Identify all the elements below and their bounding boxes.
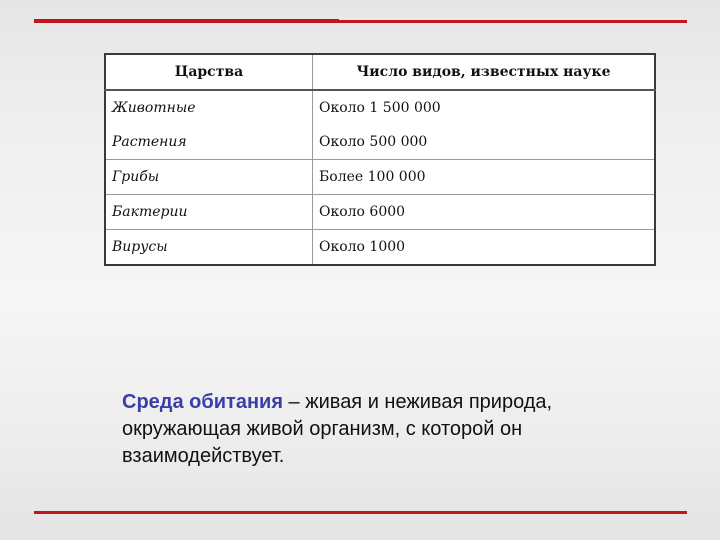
kingdom-cell-group bbox=[105, 90, 313, 160]
kingdom-fungi: Грибы bbox=[105, 160, 313, 195]
kingdom-animals: Животные bbox=[112, 100, 196, 116]
kingdom-viruses: Вирусы bbox=[105, 230, 313, 266]
table-header-row bbox=[105, 54, 655, 90]
kingdoms-table bbox=[104, 53, 656, 266]
count-cell-group bbox=[313, 90, 656, 160]
count-bacteria: Около 6000 bbox=[313, 195, 656, 230]
bottom-rule bbox=[34, 511, 687, 514]
table-row bbox=[105, 195, 655, 230]
table-row bbox=[105, 230, 655, 266]
definition-term: Среда обитания bbox=[122, 391, 283, 413]
count-animals: Около 1 500 000 bbox=[319, 100, 441, 116]
top-rule bbox=[34, 20, 687, 23]
count-fungi: Более 100 000 bbox=[313, 160, 656, 195]
count-plants: Около 500 000 bbox=[319, 134, 428, 150]
table-row bbox=[105, 90, 655, 160]
kingdom-plants: Растения bbox=[112, 134, 187, 150]
table-row bbox=[105, 160, 655, 195]
header-kingdom: Царства bbox=[105, 54, 313, 90]
kingdom-bacteria: Бактерии bbox=[105, 195, 313, 230]
definition-text: – живая и неживая природа, окружающая живой организм, с которой он взаимодействует. bbox=[122, 391, 553, 467]
habitat-definition bbox=[122, 389, 662, 470]
count-viruses: Около 1000 bbox=[313, 230, 656, 266]
header-species-count: Число видов, известных науке bbox=[313, 54, 656, 90]
